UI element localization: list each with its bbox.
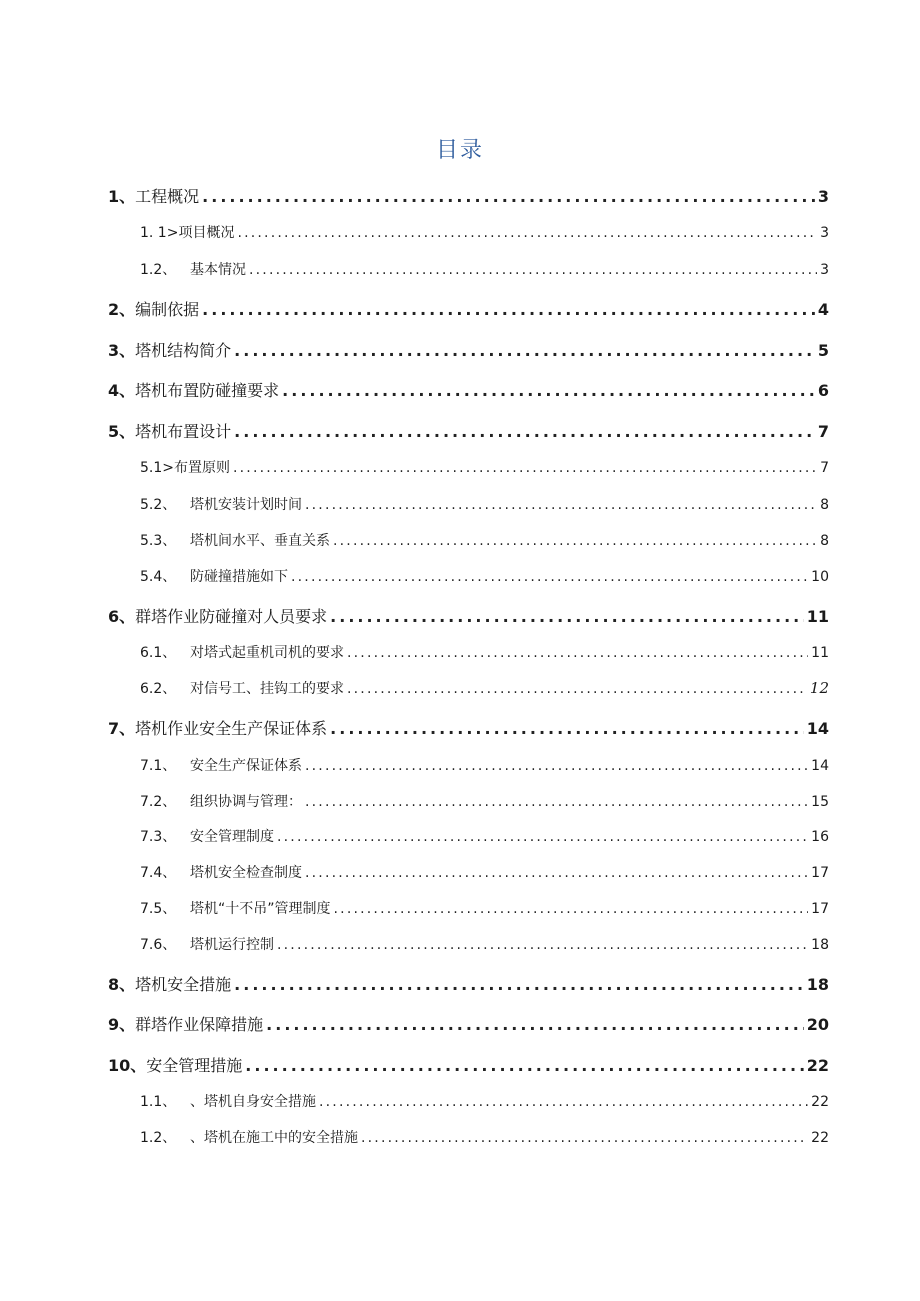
toc-entry-number: 3、 — [108, 341, 136, 360]
dot-leader — [233, 460, 817, 476]
toc-entry-page: 22 — [811, 1094, 829, 1110]
toc-entry-number: 5.1> — [140, 460, 174, 476]
toc-entry[interactable] — [108, 297, 829, 320]
toc-entry-page: 17 — [811, 865, 829, 881]
toc-entry-page: 18 — [806, 975, 829, 994]
toc-entry[interactable] — [140, 791, 829, 811]
toc-entry-label: 安全生产保证体系 — [190, 758, 302, 774]
toc-entry-page: 10 — [811, 569, 829, 585]
toc-entry[interactable] — [108, 1012, 829, 1035]
dot-leader — [266, 1015, 804, 1034]
toc-entry-label: 、塔机在施工中的安全措施 — [190, 1130, 358, 1146]
toc-entry-label: 对信号工、挂钩工的要求 — [190, 681, 344, 697]
toc-entry-page: 20 — [806, 1015, 829, 1034]
toc-entry-label: 编制依据 — [135, 300, 200, 319]
toc-entry-page: 17 — [811, 901, 829, 917]
toc-entry[interactable] — [140, 934, 829, 954]
toc-entry-number: 7.5、 — [140, 901, 177, 917]
toc-entry-label: 塔机安装计划时间 — [190, 497, 302, 513]
dot-leader — [237, 225, 817, 241]
toc-entry[interactable] — [140, 494, 829, 514]
toc-entry[interactable] — [108, 378, 829, 401]
toc-entry-number: 7.3、 — [140, 829, 177, 845]
toc-entry-number: 1.2、 — [140, 1130, 177, 1146]
toc-entry[interactable] — [140, 862, 829, 882]
toc-entry-label: 基本情况 — [190, 262, 246, 278]
toc-entry-page: 4 — [817, 300, 829, 319]
dot-leader — [249, 262, 817, 278]
toc-entry-page: 18 — [811, 937, 829, 953]
toc-entry-label: 塔机间水平、垂直关系 — [190, 533, 330, 549]
toc-entry-page: 3 — [820, 225, 829, 241]
toc-entry-label: 塔机结构简介 — [135, 341, 232, 360]
toc-entry-page: 5 — [817, 341, 829, 360]
toc-entry[interactable] — [108, 1053, 829, 1076]
toc-entry-label: 塔机安全措施 — [135, 975, 232, 994]
toc-entry[interactable] — [140, 259, 829, 279]
toc-entry-number: 10、 — [108, 1056, 147, 1075]
dot-leader — [361, 1130, 808, 1146]
toc-entry-number: 2、 — [108, 300, 136, 319]
dot-leader — [334, 901, 809, 917]
dot-leader — [330, 607, 804, 626]
toc-entry-number: 7.6、 — [140, 937, 177, 953]
toc-entry-number: 5.3、 — [140, 533, 177, 549]
toc-entry-number: 4、 — [108, 381, 136, 400]
toc-entry[interactable] — [108, 338, 829, 361]
toc-entry-number: 5.2、 — [140, 497, 177, 513]
toc-entry[interactable] — [140, 1127, 829, 1147]
toc-entry[interactable] — [140, 1091, 829, 1111]
toc-entry-number: 5、 — [108, 422, 136, 441]
toc-entry-label: 塔机作业安全生产保证体系 — [135, 719, 328, 738]
toc-entry-label: 塔机运行控制 — [190, 937, 274, 953]
toc-entry-page: 15 — [811, 794, 829, 810]
toc-entry[interactable] — [108, 972, 829, 995]
dot-leader — [277, 937, 808, 953]
toc-entry[interactable] — [140, 222, 829, 242]
toc-entry-number: 6、 — [108, 607, 136, 626]
toc-entry[interactable] — [140, 530, 829, 550]
dot-leader — [234, 341, 815, 360]
toc-entry-label: 项目概况 — [178, 225, 235, 241]
toc-entry-number: 7.1、 — [140, 758, 177, 774]
toc-entry-page: 8 — [820, 497, 829, 513]
toc-entry[interactable] — [108, 716, 829, 739]
toc-entry[interactable] — [108, 184, 829, 207]
toc-entry-label: 塔机安全检查制度 — [190, 865, 302, 881]
dot-leader — [282, 381, 815, 400]
toc-entry-page: 7 — [820, 460, 829, 476]
toc-entry[interactable] — [140, 457, 829, 477]
toc-entry-number: 9、 — [108, 1015, 136, 1034]
toc-entry-page: 8 — [820, 533, 829, 549]
dot-leader — [202, 187, 815, 206]
toc-entry-number: 8、 — [108, 975, 136, 994]
dot-leader — [305, 758, 808, 774]
toc-entry-number: 6.2、 — [140, 681, 177, 697]
dot-leader — [202, 300, 815, 319]
dot-leader — [347, 645, 808, 661]
dot-leader — [319, 1094, 808, 1110]
toc-entry-label: 布置原则 — [174, 460, 230, 476]
toc-entry-number: 7.4、 — [140, 865, 177, 881]
dot-leader — [333, 533, 817, 549]
toc-entry-label: 防碰撞措施如下 — [190, 569, 288, 585]
toc-entry[interactable] — [108, 604, 829, 627]
toc-entry-label: 群塔作业保障措施 — [135, 1015, 264, 1034]
toc-entry-label: 对塔式起重机司机的要求 — [190, 645, 344, 661]
toc-entry-number: 1、 — [108, 187, 136, 206]
toc-entry-page: 6 — [817, 381, 829, 400]
toc-entry-page: 3 — [817, 187, 829, 206]
dot-leader — [234, 975, 804, 994]
toc-entry-number: 6.1、 — [140, 645, 177, 661]
toc-entry[interactable] — [108, 419, 829, 442]
toc-title: 目录 — [435, 138, 484, 163]
toc-entry-page: 16 — [811, 829, 829, 845]
toc-entry-page: 7 — [817, 422, 829, 441]
toc-entry-number: 1.2、 — [140, 262, 177, 278]
toc-entry[interactable] — [140, 678, 829, 698]
toc-entry-page: 3 — [820, 262, 829, 278]
dot-leader — [305, 794, 808, 810]
toc-entry-page: 22 — [806, 1056, 829, 1075]
toc-entry[interactable] — [140, 898, 829, 918]
toc-entry-number: 7、 — [108, 719, 136, 738]
toc-entry[interactable] — [140, 755, 829, 775]
toc-entry-label: 安全管理措施 — [146, 1056, 243, 1075]
dot-leader — [330, 719, 804, 738]
dot-leader — [305, 865, 808, 881]
toc-entry-number: 1. 1> — [140, 225, 179, 241]
toc-entry-page: 14 — [811, 758, 829, 774]
toc-entry-label: 塔机布置设计 — [135, 422, 232, 441]
toc-entry[interactable] — [140, 642, 829, 662]
toc-entry[interactable] — [140, 566, 829, 586]
toc-entry-number: 1.1、 — [140, 1094, 177, 1110]
dot-leader — [277, 829, 808, 845]
toc-entry-page: 11 — [806, 607, 829, 626]
toc-entry-page: 22 — [811, 1130, 829, 1146]
toc-entry-label: 群塔作业防碰撞对人员要求 — [135, 607, 328, 626]
dot-leader — [305, 497, 817, 513]
toc-entry[interactable] — [140, 826, 829, 846]
toc-entry-number: 5.4、 — [140, 569, 177, 585]
toc-entry-label: 安全管理制度 — [190, 829, 274, 845]
dot-leader — [347, 681, 807, 697]
toc-entry-label: 塔机布置防碰撞要求 — [135, 381, 280, 400]
toc-entry-page: 12 — [809, 679, 829, 697]
toc-entry-label: 、塔机自身安全措施 — [190, 1094, 316, 1110]
dot-leader — [291, 569, 808, 585]
toc-entry-page: 11 — [811, 645, 829, 661]
toc-entry-label: 组织协调与管理： — [190, 794, 302, 810]
toc-entry-label: 工程概况 — [135, 187, 200, 206]
dot-leader — [245, 1056, 803, 1075]
toc-entry-label: 塔机“十不吊”管理制度 — [190, 901, 331, 917]
toc-entry-number: 7.2、 — [140, 794, 177, 810]
dot-leader — [234, 422, 815, 441]
toc-entry-page: 14 — [806, 719, 829, 738]
